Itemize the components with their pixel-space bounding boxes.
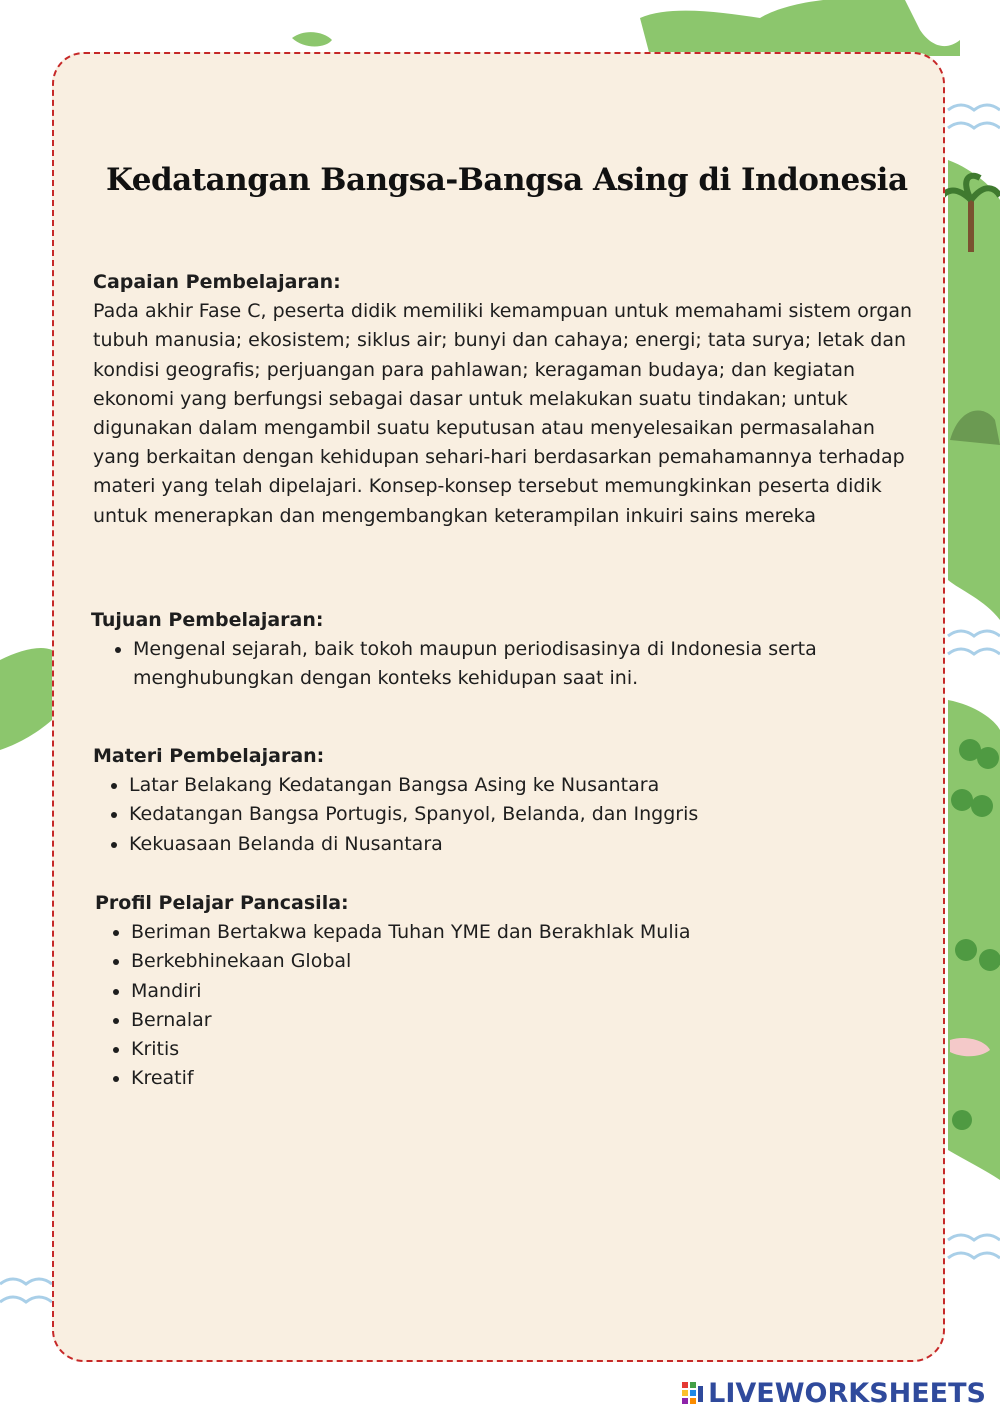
list-item: • Berkebhinekaan Global (131, 947, 885, 976)
capaian-section (93, 268, 913, 531)
tujuan-list (91, 635, 881, 693)
list-item: • Bernalar (131, 1006, 885, 1035)
liveworksheets-brand[interactable] (682, 1378, 986, 1409)
list-item: • Mengenal sejarah, baik tokoh maupun periodisasinya di Indonesia serta menghubungkan dengan konteks kehidupan saat ini. (133, 635, 881, 693)
materi-section (93, 742, 883, 859)
liveworksheets-logo-icon (682, 1382, 704, 1406)
materi-list (93, 771, 883, 859)
capaian-body: Pada akhir Fase C, peserta didik memiliki kemampuan untuk memahami sistem organ tubuh manusia; ekosistem; siklus air; bunyi dan cahaya; energi; tata surya; letak dan kondisi geografis; perjuangan para pahlawan; keragaman budaya; dan kegiatan ekonomi yang berfungsi sebagai dasar untuk melakukan suatu tindakan; untuk digunakan dalam mengambil suatu keputusan atau menyelesaikan permasalahan yang berkaitan dengan kehidupan sehari-hari berdasarkan pemahamannya terhadap materi yang telah dipelajari. Konsep-konsep tersebut memungkinkan peserta didik untuk menerapkan dan mengembangkan keterampilan inkuiri sains mereka (93, 300, 913, 527)
profil-heading: Profil Pelajar Pancasila: (95, 892, 349, 914)
materi-heading: Materi Pembelajaran: (93, 745, 325, 767)
page-title: Kedatangan Bangsa-Bangsa Asing di Indonesia (106, 162, 908, 198)
island-right-lower (948, 700, 1000, 1180)
list-item: • Kekuasaan Belanda di Nusantara (129, 830, 883, 859)
list-item: • Kritis (131, 1035, 885, 1064)
island-top-right (640, 0, 960, 56)
tujuan-heading: Tujuan Pembelajaran: (91, 609, 324, 631)
island-top-small (292, 32, 332, 46)
list-item: • Latar Belakang Kedatangan Bangsa Asing ke Nusantara (129, 771, 883, 800)
capaian-heading: Capaian Pembelajaran: (93, 271, 341, 293)
list-item: • Kreatif (131, 1064, 885, 1093)
island-left (0, 648, 52, 750)
brand-name: LIVEWORKSHEETS (708, 1378, 986, 1409)
list-item: • Beriman Bertakwa kepada Tuhan YME dan Berakhlak Mulia (131, 918, 885, 947)
profil-section (95, 889, 885, 1093)
list-item: • Mandiri (131, 977, 885, 1006)
list-item: • Kedatangan Bangsa Portugis, Spanyol, Belanda, dan Inggris (129, 800, 883, 829)
content-card (52, 52, 945, 1362)
tujuan-section (91, 606, 881, 694)
profil-list (95, 918, 885, 1093)
